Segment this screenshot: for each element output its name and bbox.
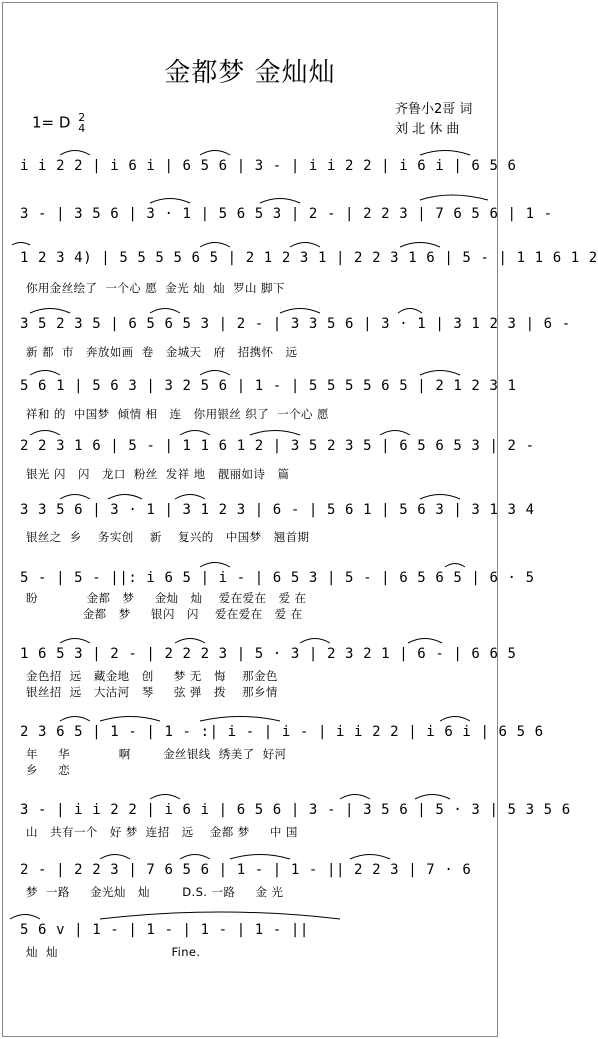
slur-mark <box>150 309 180 314</box>
notation-line: 1 6 5 3 | 2 - | 2 2 2 3 | 5 · 3 | 2 3 2 1 | 6 - | 6 6 5 <box>20 646 517 662</box>
slur-mark <box>420 371 460 376</box>
lyric-line: 新 都 市 奔放如画 卷 金城天 府 招携怀 远 <box>26 345 298 359</box>
lyricist-credit: 齐鲁小2哥 词 <box>395 102 473 117</box>
notation-line: 3 - | 3 5 6 | 3 · 1 | 5 6 5 3 | 2 - | 2 2 3 | 7 6 5 6 | 1 - <box>20 206 553 222</box>
lyric-line: 年 华 啊 金丝银线 绣美了 好河 <box>26 747 287 761</box>
slur-mark <box>260 199 300 204</box>
slur-mark <box>350 855 390 860</box>
lyric-line: 祥和 的 中国梦 倾情 相 连 你用银丝 织了 一个心 愿 <box>26 407 329 421</box>
slur-mark <box>175 495 205 500</box>
lyric-line: 山 共有一个 好 梦 连招 远 金都 梦 中 国 <box>26 825 298 839</box>
slur-mark <box>30 371 60 376</box>
notation-line: 3 - | i i 2 2 | i 6 i | 6 5 6 | 3 - | 3 5 6 | 5 · 3 | 5 3 5 6 <box>20 802 571 818</box>
lyric-line: 金都 梦 银闪 闪 爱在爱在 爱 在 <box>26 607 303 621</box>
notation-line: 5 - | 5 - ||: i 6 5 | i - | 6 5 3 | 5 - | 6 5 6 5 | 6 · 5 <box>20 570 535 586</box>
tie-mark <box>200 717 280 722</box>
slur-mark <box>380 431 410 436</box>
tie-mark <box>12 243 30 246</box>
lyric-line: 盼 金都 梦 金灿 灿 爱在爱在 爱 在 <box>26 591 307 605</box>
notation-line: i i 2 2 | i 6 i | 6 5 6 | 3 - | i i 2 2 | i 6 i | 6 5 6 <box>20 158 517 174</box>
slur-mark <box>60 639 90 644</box>
slur-mark <box>100 855 130 860</box>
time-bottom: 4 <box>78 122 86 135</box>
lyric-line: 梦 一路 金光灿 灿 D.S. 一路 金 光 <box>26 885 284 899</box>
slur-mark <box>398 309 422 314</box>
slur-mark <box>200 243 230 248</box>
slur-mark <box>400 243 440 248</box>
slur-mark <box>10 915 40 920</box>
key-label: 1= D <box>32 113 71 132</box>
slur-mark <box>60 151 90 156</box>
slur-mark <box>440 717 470 722</box>
slur-mark <box>60 717 90 722</box>
slur-mark <box>415 795 450 800</box>
slur-mark <box>300 639 330 644</box>
lyric-line: 乡 恋 <box>26 763 71 777</box>
slur-mark <box>200 371 230 376</box>
lyric-line: 灿 灿 Fine. <box>26 945 201 959</box>
notation-line: 2 - | 2 2 3 | 7 6 5 6 | 1 - | 1 - || 2 2 3 | 7 · 6 <box>20 862 472 878</box>
slur-mark <box>290 243 320 248</box>
slur-mark <box>180 855 210 860</box>
slur-mark <box>280 309 320 314</box>
tie-mark <box>420 195 488 200</box>
notation-line: 3 5 2 3 5 | 6 5 6 5 3 | 2 - | 3 3 5 6 | 3 · 1 | 3 1 2 3 | 6 - <box>20 316 571 332</box>
slur-mark <box>340 795 370 800</box>
notation-line: 2 2 3 1 6 | 5 - | 1 1 6 1 2 | 3 5 2 3 5 | 6 5 6 5 3 | 2 - <box>20 438 535 454</box>
slur-mark <box>420 495 460 500</box>
lyric-line: 银光 闪 闪 龙口 粉丝 发祥 地 靓丽如诗 篇 <box>26 467 290 481</box>
notation-line: 5 6 v | 1 - | 1 - | 1 - | 1 - || <box>20 922 309 938</box>
song-title: 金都梦 金灿灿 <box>164 58 336 88</box>
slur-mark <box>30 309 70 314</box>
lyric-line: 你用金丝绘了 一个心 愿 金光 灿 灿 罗山 脚下 <box>26 281 285 295</box>
notation-line: 1 2 3 4) | 5 5 5 5 6 5 | 2 1 2 3 1 | 2 2 3 1 6 | 5 - | 1 1 6 1 2 <box>20 250 598 266</box>
slur-mark <box>180 431 210 436</box>
slur-mark <box>420 151 470 156</box>
time-top: 2 <box>78 111 86 124</box>
slur-mark <box>150 199 190 204</box>
tie-mark <box>230 855 290 860</box>
slur-mark <box>150 795 180 800</box>
tie-mark <box>100 717 160 722</box>
notation-line: 3 3 5 6 | 3 · 1 | 3 1 2 3 | 6 - | 5 6 1 | 5 6 3 | 3 1 3 4 <box>20 502 535 518</box>
composer-credit: 刘 北 休 曲 <box>395 122 460 137</box>
slur-mark <box>108 495 142 500</box>
slur-mark <box>60 495 90 500</box>
slur-mark <box>445 564 465 568</box>
lyric-line: 银丝之 乡 务实创 新 复兴的 中国梦 翘首期 <box>26 530 310 544</box>
slur-mark <box>175 639 205 644</box>
slur-mark <box>250 431 300 436</box>
notation-line: 5 6 1 | 5 6 3 | 3 2 5 6 | 1 - | 5 5 5 5 6 5 | 2 1 2 3 1 <box>20 378 517 394</box>
notation-line: 2 3 6 5 | 1 - | 1 - :| i - | i - | i i 2 2 | i 6 i | 6 5 6 <box>20 724 544 740</box>
slur-mark <box>200 563 230 568</box>
tie-mark <box>100 912 340 919</box>
slur-mark <box>200 151 230 156</box>
lyric-line: 金色招 远 藏金地 创 梦 无 悔 那金色 <box>26 669 278 683</box>
slur-mark <box>408 639 442 644</box>
lyric-line: 银丝招 远 大沽河 琴 弦 弹 拨 那乡情 <box>26 685 278 699</box>
slur-mark <box>30 431 60 436</box>
